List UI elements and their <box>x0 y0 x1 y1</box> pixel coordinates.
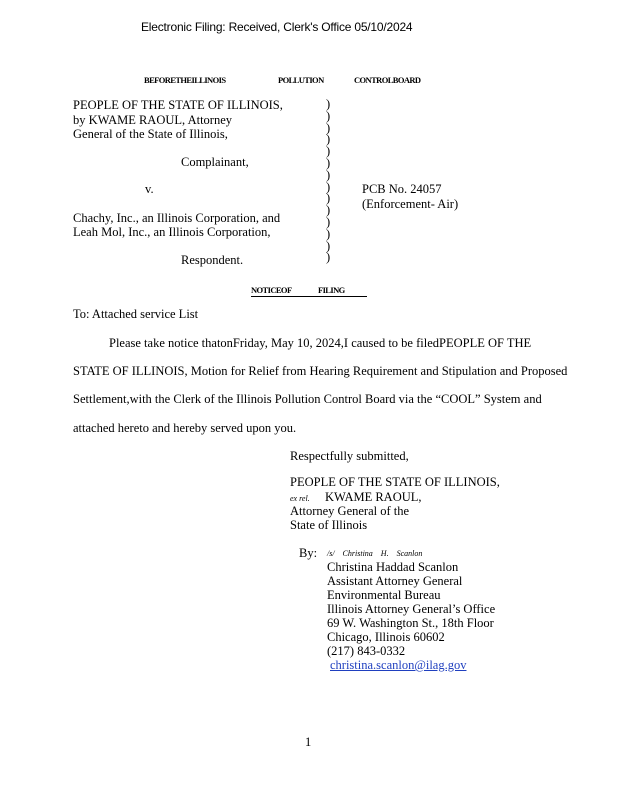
attorney-city: Chicago, Illinois 60602 <box>327 630 445 644</box>
electronic-signature: /s/ Christina H. Scanlon <box>327 549 423 558</box>
caption-paren: ) <box>326 144 331 159</box>
notice-title-part1: NOTICEOF <box>251 285 292 295</box>
caption-paren: ) <box>326 179 331 194</box>
board-header-part2: POLLUTION <box>278 75 324 85</box>
caption-paren: ) <box>326 167 331 182</box>
complainant-label: Complainant, <box>181 155 249 169</box>
case-number: PCB No. 24057 <box>362 182 442 196</box>
closing-text: Respectfully submitted, <box>290 449 409 463</box>
caption-paren: ) <box>326 191 331 206</box>
signature-line-1: PEOPLE OF THE STATE OF ILLINOIS, <box>290 475 500 489</box>
caption-paren: ) <box>326 250 331 265</box>
caption-paren: ) <box>326 108 331 123</box>
attorney-email-link[interactable]: christina.scanlon@ilag.gov <box>330 658 467 672</box>
caption-paren: ) <box>326 120 331 135</box>
plaintiff-line-3: General of the State of Illinois, <box>73 127 228 141</box>
attorney-bureau: Environmental Bureau <box>327 588 441 602</box>
notice-title-part2: FILING <box>318 285 345 295</box>
by-label: By: <box>299 546 318 560</box>
filing-stamp: Electronic Filing: Received, Clerk's Office 05/10/2024 <box>141 20 413 34</box>
body-line-2: STATE OF ILLINOIS, Motion for Relief from Hearing Requirement and Stipulation and Proposed <box>73 364 568 378</box>
defendant-line-1: Chachy, Inc., an Illinois Corporation, and <box>73 211 281 225</box>
signatory-name: KWAME RAOUL, <box>325 490 422 504</box>
caption-paren: ) <box>326 132 331 147</box>
defendant-line-2: Leah Mol, Inc., an Illinois Corporation, <box>73 225 271 239</box>
attorney-office: Illinois Attorney General’s Office <box>327 602 496 616</box>
plaintiff-line-2: by KWAME RAOUL, Attorney <box>73 113 233 127</box>
notice-title-underline <box>251 296 367 297</box>
attorney-title: Assistant Attorney General <box>327 574 463 588</box>
caption-paren: ) <box>326 214 331 229</box>
caption-paren: ) <box>326 203 331 218</box>
body-line-4: attached hereto and hereby served upon you. <box>73 421 297 435</box>
board-header-part1: BEFORETHEILLINOIS <box>144 75 226 85</box>
to-line: To: Attached service List <box>73 307 199 321</box>
caption-parentheses <box>326 99 330 264</box>
attorney-name: Christina Haddad Scanlon <box>327 560 459 574</box>
caption-paren: ) <box>326 155 331 170</box>
signature-line-3: Attorney General of the <box>290 504 410 518</box>
body-line-3: Settlement,with the Clerk of the Illinois Pollution Control Board via the “COOL” System and <box>73 392 542 406</box>
versus-label: v. <box>145 182 154 196</box>
case-type: (Enforcement- Air) <box>362 197 459 211</box>
body-line-1: Please take notice thatonFriday, May 10, 2024,I caused to be filedPEOPLE OF THE <box>109 336 532 350</box>
signature-line-4: State of Illinois <box>290 518 368 532</box>
ex-rel-label: ex rel. <box>290 494 310 503</box>
caption-paren: ) <box>326 238 331 253</box>
respondent-label: Respondent. <box>181 253 244 267</box>
caption-paren: ) <box>326 226 331 241</box>
page-number: 1 <box>305 735 312 749</box>
caption-paren: ) <box>326 97 331 111</box>
attorney-phone: (217) 843-0332 <box>327 644 406 658</box>
plaintiff-line-1: PEOPLE OF THE STATE OF ILLINOIS, <box>73 98 283 112</box>
board-header-part3: CONTROLBOARD <box>354 75 421 85</box>
attorney-street: 69 W. Washington St., 18th Floor <box>327 616 494 630</box>
